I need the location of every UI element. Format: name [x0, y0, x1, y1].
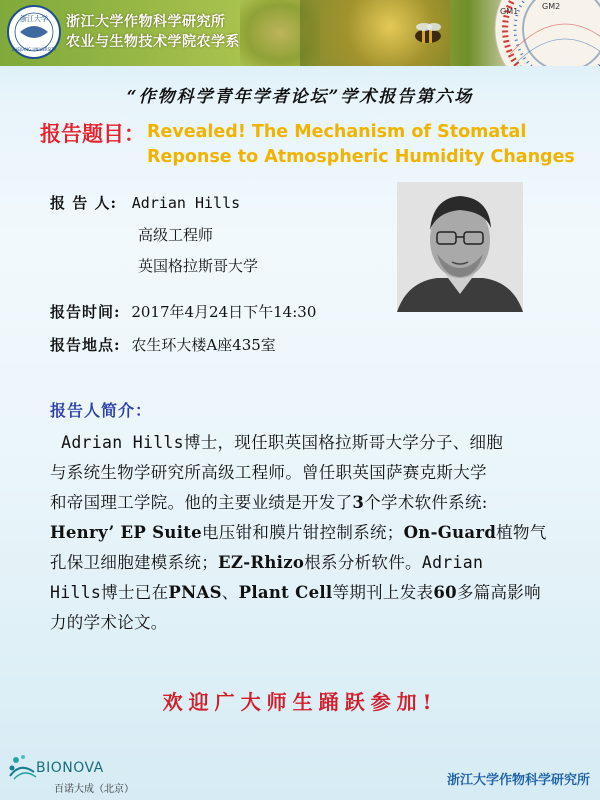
- sponsor-brand: BIONOVA: [36, 760, 104, 776]
- bio-segment: Plant Cell: [238, 583, 333, 602]
- logo-subtext: ZHEJIANG UNIVERSITY: [11, 47, 57, 52]
- bio-segment: 根系分析软件。: [304, 553, 422, 572]
- bio-line: [50, 578, 570, 608]
- bio-segment: 博士已在: [101, 583, 169, 602]
- bio-segment: 、: [221, 583, 239, 602]
- bio-segment: 与系统生物学研究所高级工程师。曾任职英国萨赛克斯大学: [50, 463, 487, 482]
- bio-segment: Hills: [50, 583, 102, 602]
- time-value: 2017年4月24日下午14:30: [131, 303, 317, 321]
- topic-title: [147, 120, 587, 170]
- place-value: 农生环大楼A座435室: [131, 336, 276, 354]
- bio-segment: 力的学术论文。: [50, 613, 168, 632]
- bio-segment: [50, 433, 61, 452]
- bio-segment: 个学术软件系统:: [364, 493, 488, 512]
- forum-title: “作物科学青年学者论坛”学术报告第六场: [126, 87, 474, 107]
- bio-segment: 3: [352, 493, 365, 512]
- bio-segment: 多篇高影响: [456, 583, 541, 602]
- bio-segment: 和帝国理工学院。他的主要业绩是开发了: [50, 493, 353, 512]
- bio-segment: PNAS: [168, 583, 222, 602]
- bio-line: [50, 458, 570, 488]
- topic-title-line-1: Revealed! The Mechanism of Stomatal: [147, 122, 527, 142]
- topic-label: 报告题目：: [40, 122, 145, 146]
- bio-segment: 植物气: [496, 523, 547, 542]
- speaker-name: Adrian Hills: [131, 194, 241, 212]
- bio-segment: 孔保卫细胞建模系统；: [50, 553, 218, 572]
- genome-circle-graphic: [490, 0, 600, 66]
- place-row: [50, 335, 276, 355]
- bio-segment: Adrian: [421, 553, 484, 572]
- bio-segment: 60: [433, 583, 457, 602]
- bee-icon: [408, 20, 448, 48]
- bio-segment: EZ-Rhizo: [218, 553, 305, 572]
- bio-segment: Adrian Hills: [61, 433, 184, 452]
- logo-text: 浙江大学: [20, 15, 48, 23]
- bio-segment: 等期刊上发表: [332, 583, 434, 602]
- bio-segment: On-Guard: [403, 523, 497, 542]
- time-label: 报告时间:: [50, 303, 121, 321]
- university-logo: [6, 4, 62, 60]
- speaker-title: 高级工程师: [138, 226, 214, 244]
- bio-segment: Henry’ EP Suite: [50, 523, 202, 542]
- bio-line: [50, 428, 570, 458]
- bio-title: 报告人简介：: [50, 401, 153, 420]
- bio-line: [50, 548, 570, 578]
- footer-institute: 浙江大学作物科学研究所: [446, 773, 590, 788]
- bio-line: [50, 488, 570, 518]
- speaker-label: 报 告 人:: [50, 194, 117, 212]
- speaker-row: [50, 193, 240, 213]
- header-department-name: 农业与生物技术学院农学系: [66, 34, 240, 50]
- topic-title-line-2: Reponse to Atmospheric Humidity Changes: [147, 147, 575, 167]
- bio-paragraph: [50, 428, 570, 638]
- header-banner: [0, 0, 600, 66]
- time-row: [50, 302, 316, 322]
- bio-segment: 电压钳和膜片钳控制系统；: [202, 523, 404, 542]
- bionova-icon: [6, 752, 40, 782]
- speaker-photo: [397, 182, 523, 312]
- bio-line: [50, 518, 570, 548]
- header-institute-name: 浙江大学作物科学研究所: [66, 14, 226, 30]
- speaker-portrait: [397, 182, 523, 312]
- place-label: 报告地点:: [50, 336, 121, 354]
- bio-line: [50, 608, 570, 638]
- welcome-message: 欢迎广大师生踊跃参加!: [162, 690, 438, 714]
- bio-segment: 博士，现任职英国格拉斯哥大学分子、细胞: [183, 433, 504, 452]
- genome-label-1: GM1: [500, 7, 519, 16]
- sponsor-logo: [6, 752, 134, 795]
- speaker-affiliation: 英国格拉斯哥大学: [138, 257, 259, 275]
- sponsor-subtitle: 百诺大成（北京）: [54, 784, 134, 795]
- genome-label-2: GM2: [542, 2, 561, 11]
